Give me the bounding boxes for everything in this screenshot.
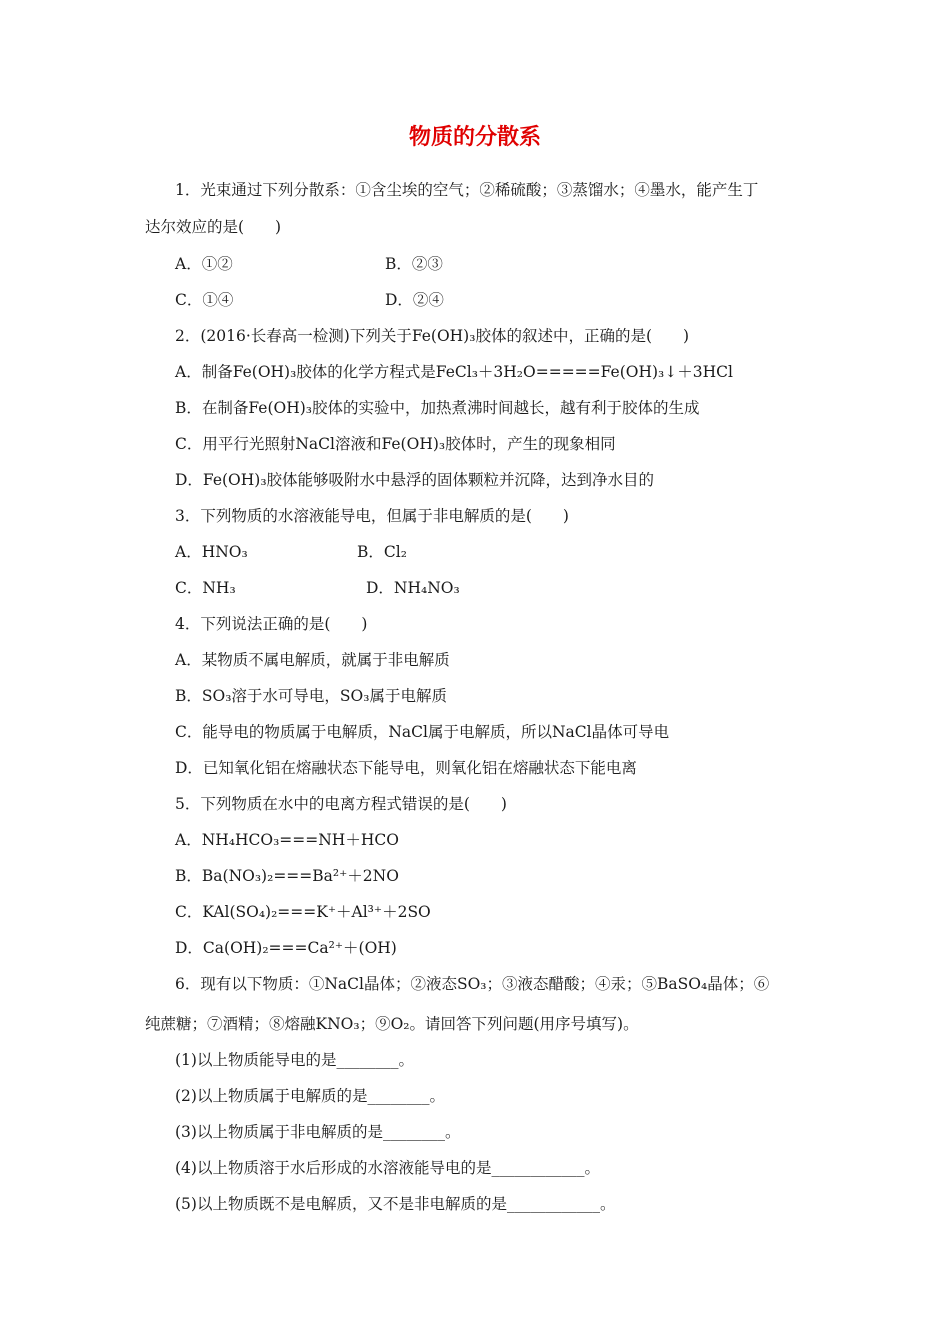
question-3-option-c: C．NH₃ (175, 579, 236, 597)
question-5-stem: 5．下列物质在水中的电离方程式错误的是( ) (175, 795, 507, 813)
question-6-part-3: (3)以上物质属于非电解质的是________。 (175, 1123, 461, 1141)
question-2-option-b: B．在制备Fe(OH)₃胶体的实验中，加热煮沸时间越长，越有利于胶体的生成 (175, 399, 700, 417)
question-6-stem: 6．现有以下物质：①NaCl晶体；②液态SO₃；③液态醋酸；④汞；⑤BaSO₄晶体；⑥ (175, 975, 770, 993)
question-3-option-b: B．Cl₂ (357, 543, 407, 561)
question-5-option-c: C．KAl(SO₄)₂===K⁺＋Al³⁺＋2SO (175, 903, 431, 921)
question-6-part-5: (5)以上物质既不是电解质，又不是非电解质的是____________。 (175, 1195, 616, 1213)
question-5-option-a: A．NH₄HCO₃===NH＋HCO (175, 831, 399, 849)
question-2-option-a: A．制备Fe(OH)₃胶体的化学方程式是FeCl₃＋3H₂O=====Fe(OH)₃↓＋3HCl (175, 363, 733, 381)
question-5-option-b: B．Ba(NO₃)₂===Ba²⁺＋2NO (175, 867, 399, 885)
question-2-option-c: C．用平行光照射NaCl溶液和Fe(OH)₃胶体时，产生的现象相同 (175, 435, 616, 453)
page-title: 物质的分散系 (408, 125, 541, 150)
question-6-part-4: (4)以上物质溶于水后形成的水溶液能导电的是____________。 (175, 1159, 600, 1177)
question-4-option-a: A．某物质不属电解质，就属于非电解质 (175, 651, 450, 669)
question-3-option-a: A．HNO₃ (175, 543, 248, 561)
question-4-stem: 4．下列说法正确的是( ) (175, 615, 368, 633)
question-1-option-a: A．①② (175, 255, 233, 273)
question-4-option-d: D．已知氧化铝在熔融状态下能导电，则氧化铝在熔融状态下能电离 (175, 759, 637, 777)
question-4-option-c: C．能导电的物质属于电解质，NaCl属于电解质，所以NaCl晶体可导电 (175, 723, 670, 741)
question-2-stem: 2．(2016·长春高一检测)下列关于Fe(OH)₃胶体的叙述中，正确的是( ) (175, 327, 690, 345)
question-1-option-d: D．②④ (385, 291, 444, 309)
question-6-part-1: (1)以上物质能导电的是________。 (175, 1051, 414, 1069)
question-1-option-c: C．①④ (175, 291, 234, 309)
question-6-stem-cont: 纯蔗糖；⑦酒精；⑧熔融KNO₃；⑨O₂。请回答下列问题(用序号填写)。 (145, 1015, 639, 1033)
question-3-stem: 3．下列物质的水溶液能导电，但属于非电解质的是( ) (175, 507, 569, 525)
question-1-option-b: B．②③ (385, 255, 443, 273)
question-1-stem-cont: 达尔效应的是( ) (145, 218, 282, 236)
question-1-stem: 1．光束通过下列分散系：①含尘埃的空气；②稀硫酸；③蒸馏水；④墨水，能产生丁 (175, 181, 759, 199)
question-3-option-d: D．NH₄NO₃ (366, 579, 460, 597)
question-4-option-b: B．SO₃溶于水可导电，SO₃属于电解质 (175, 687, 447, 705)
question-2-option-d: D．Fe(OH)₃胶体能够吸附水中悬浮的固体颗粒并沉降，达到净水目的 (175, 471, 655, 489)
question-6-part-2: (2)以上物质属于电解质的是________。 (175, 1087, 445, 1105)
question-5-option-d: D．Ca(OH)₂===Ca²⁺＋(OH) (175, 939, 397, 957)
